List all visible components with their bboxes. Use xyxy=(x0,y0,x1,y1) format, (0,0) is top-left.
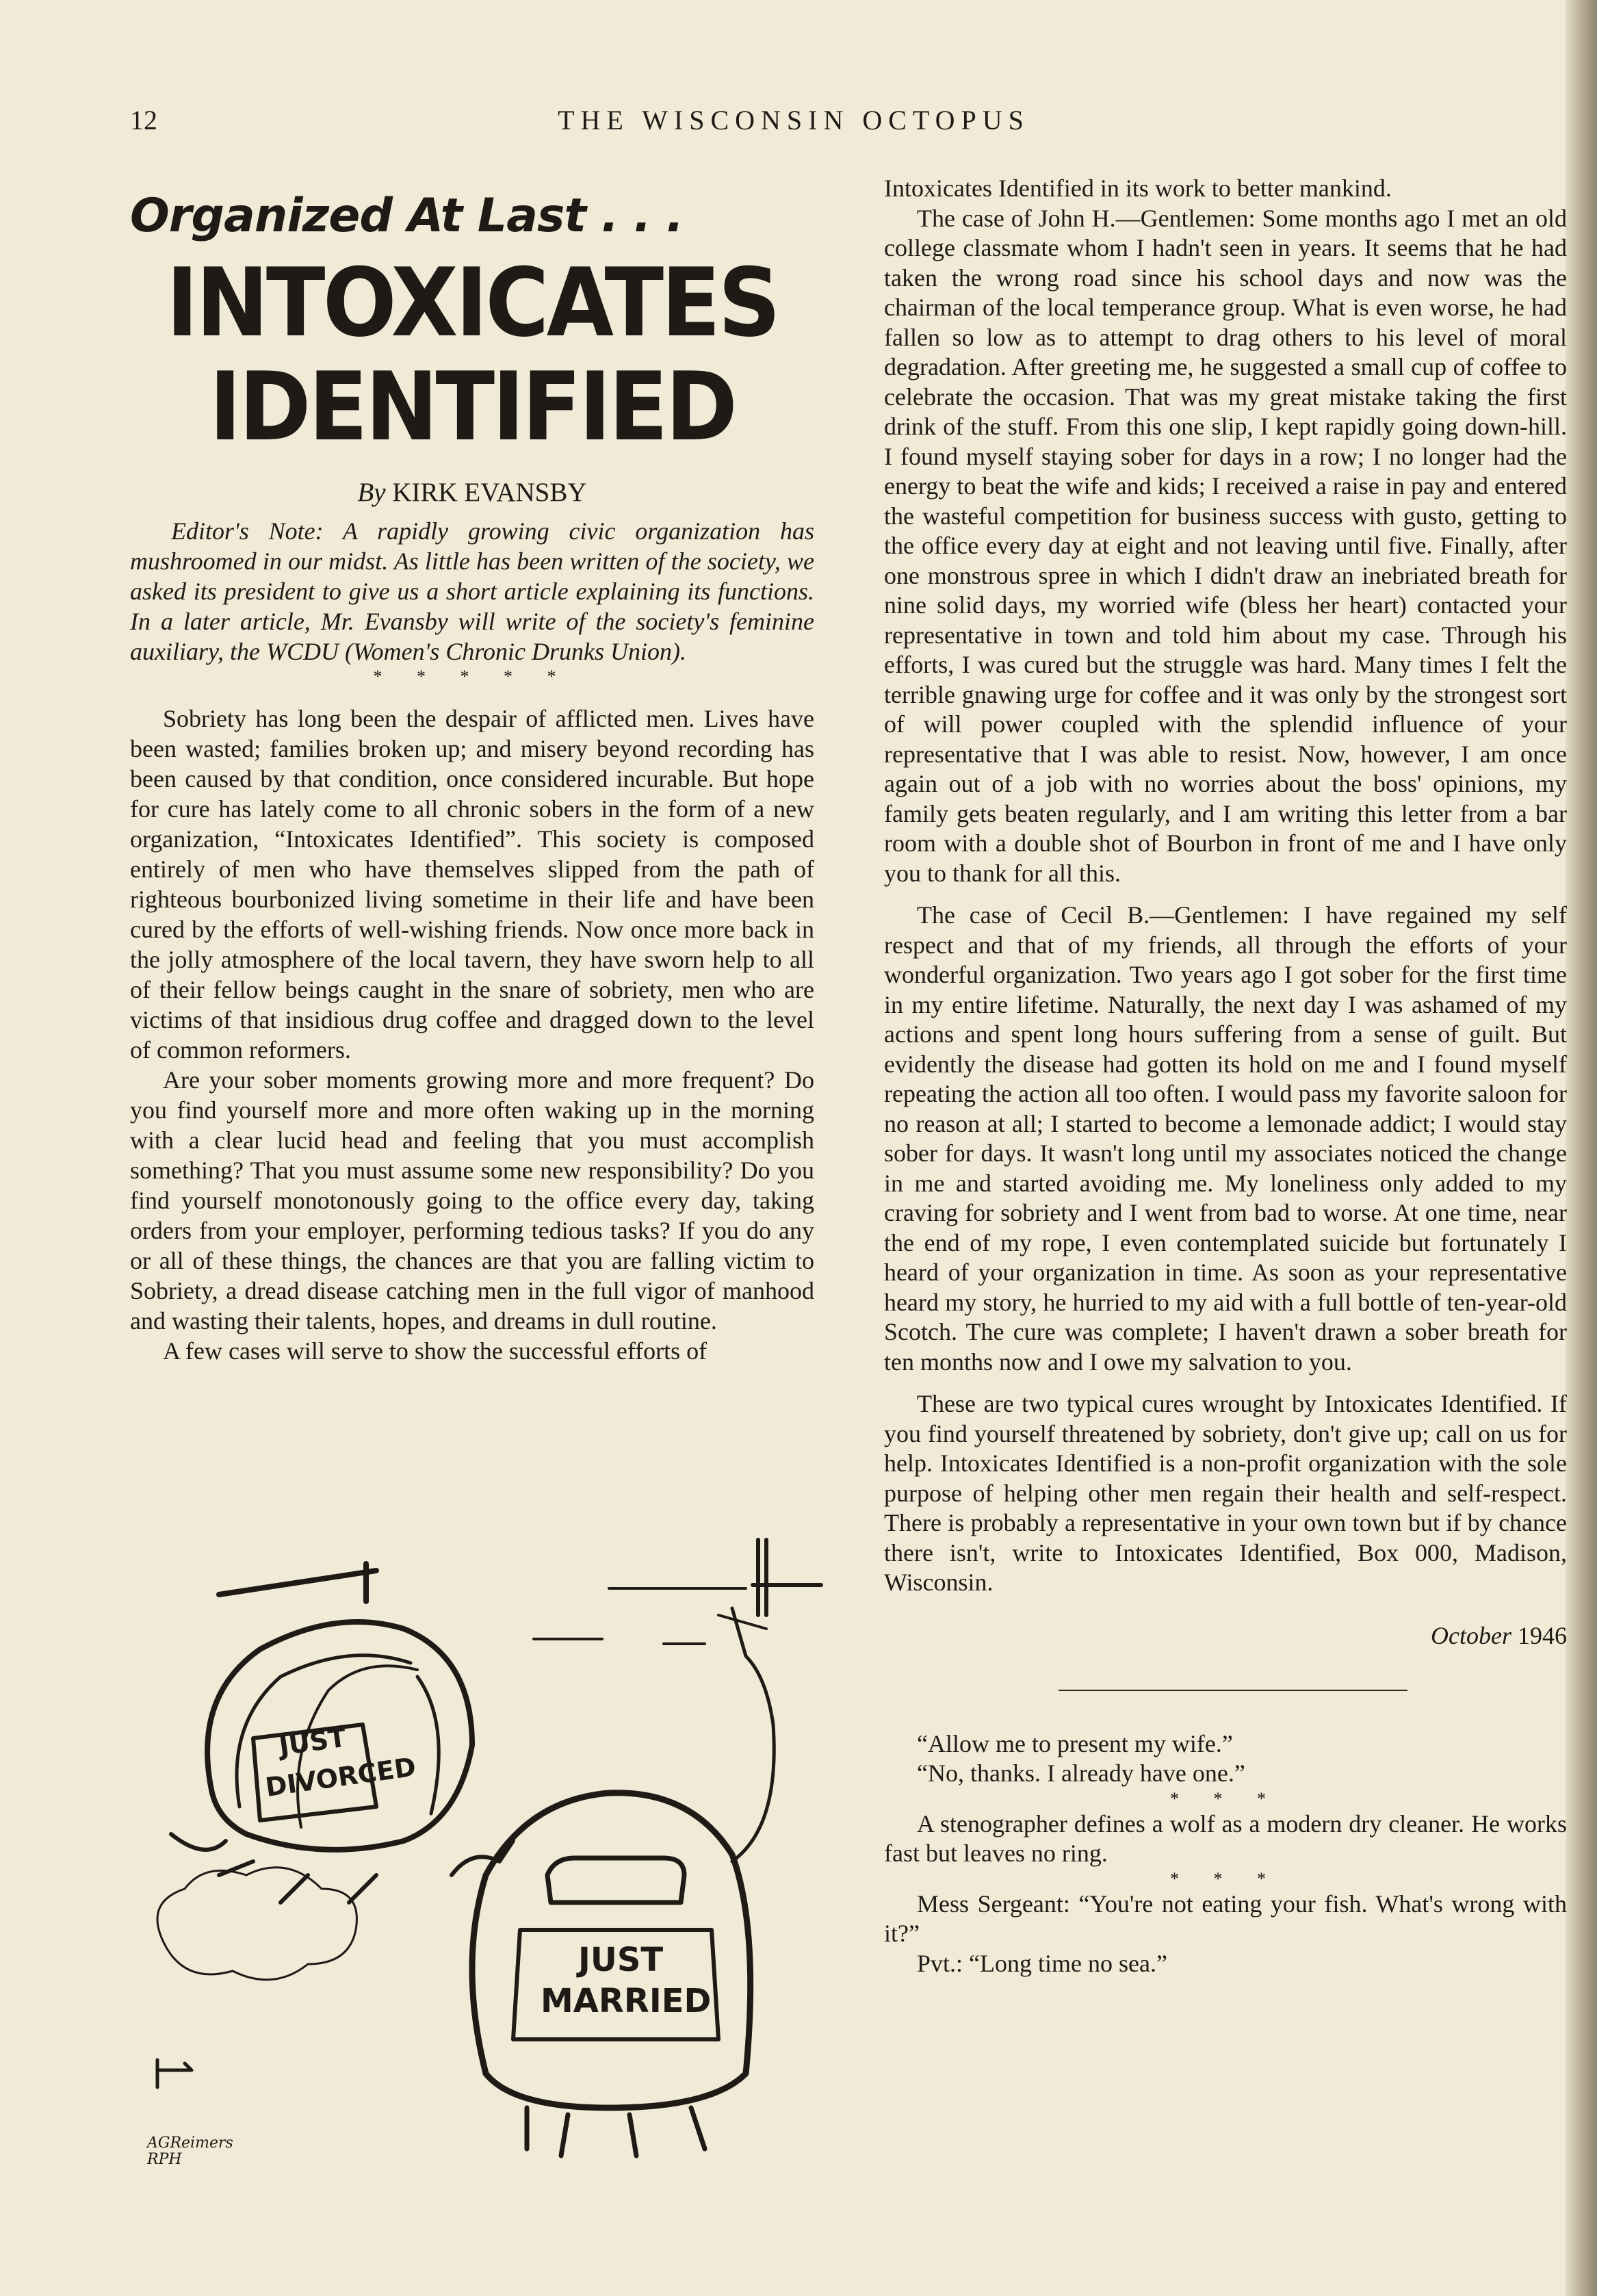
section-separator: * * * * * xyxy=(373,667,571,686)
article-headline xyxy=(157,248,787,462)
right-column xyxy=(884,174,1567,1978)
case-cecil-b: The case of Cecil B.—Gentlemen: I have regained my self respect and that of my friends, all through the efforts of your wonderful organization. Two years ago I got sober for the first time in my entire lifetime. Naturally, the next day I was ashamed of my actions and spent long hours suffering from a sense of guilt. But evidently the disease had gotten its hold on me and I found myself repeating the action all too often. I would pass my favorite saloon for no reason at all; I started to become a lemonade addict; I would stay sober for days. It wasn't long until my associates noticed the change in me and started avoiding me. My loneliness only added to my craving for sobriety and I went from bad to worse. At one time, near the end of my rope, I even contemplated suicide but fortunately I heard of your organization in time. As soon as your representative heard my story, he hurried to my aid with a full bottle of ten-year-old Scotch. The cure was complete; I haven't drawn a sober breath for ten months now and I owe my salvation to you. xyxy=(884,901,1567,1376)
page-binding-edge xyxy=(1566,0,1597,2296)
left-column xyxy=(130,183,814,1366)
dateline-year: 1946 xyxy=(1518,1621,1567,1649)
artist-signature-line-2: RPH xyxy=(147,2151,182,2168)
married-sign-line-1: JUST xyxy=(578,1941,664,1979)
byline-author: KIRK EVANSBY xyxy=(392,478,587,507)
body-paragraph: Sobriety has long been the despair of afflicted men. Lives have been wasted; families broken up; and misery beyond recording has been caused by that condition, once considered incurable. But hope for cure has lately come to all chronic sobers in the form of a new organization, “Intoxicates Identified”. This society is composed entirely of men who have themselves slipped from the path of righteous bourbonized living sometime in their life and have been cured by the efforts of well-wishing friends. Now once more back in the jolly atmosphere of the local tavern, they have sworn help to all of their fellow beings caught in the snare of sobriety, men who are victims of that insidious drug coffee and dragged down to the level of common reformers. xyxy=(130,705,814,1063)
article-kicker: Organized At Last . . . xyxy=(130,189,684,243)
headline-line-1: INTOXICATES xyxy=(166,248,779,358)
married-sign-line-2: MARRIED xyxy=(541,1982,712,2020)
divorced-sign-line-2: DIVORCED xyxy=(263,1751,418,1803)
case-john-h: The case of John H.—Gentlemen: Some months ago I met an old college classmate whom I hadn't seen in years. It seems that he had taken the wrong road since his school days and now was the chairman of the local temperance group. What is even worse, he had fallen so low as to attempt to drag others to his level of moral degradation. After greeting me, he suggested a small cup of coffee to celebrate the occasion. That was my great mistake taking the first drink of the stuff. From this one slip, I kept rapidly going down-hill. I found myself staying sober for days in a row; I no longer had the energy to beat the wife and kids; I received a raise in pay and entered the wasteful competition for business success with gusto, getting to the office every day at eight and not leaving until five. Finally, after one monstrous spree in which I didn't draw an inebriated breath for nine solid days, my worried wife (bless her heart) contacted your representative in town and told him about my case. Through his efforts, I was cured but the struggle was hard. Many times I felt the terrible gnawing urge for coffee and it was only by the strongest sort of will power coupled with the splendid influence of your representative that I was able to resist. Now, however, I am once again out of a job with no worries about the boss' opinions, my family gets beaten regularly, and I am writing this letter from a bar room with a double shot of Bourbon in front of me and I have only you to thank for all this. xyxy=(884,204,1567,887)
dateline xyxy=(884,1621,1567,1650)
divider-rule xyxy=(1059,1690,1407,1691)
editor-note: Editor's Note: A rapidly growing civic organization has mushroomed in our midst. As little has been written of the society, we asked its president to give us a short article explaining its functions. In a later article, Mr. Evansby will write of the society's feminine auxiliary, the WCDU (Women's Chronic Drunks Union). xyxy=(130,517,814,665)
artist-signature-line-1: AGReimers xyxy=(147,2134,233,2152)
closing-paragraph: These are two typical cures wrought by Intoxicates Identified. If you find yourself threatened by sobriety, don't give up; call on us for help. Intoxicates Identified is a non-profit organization with the sole purpose of helping other men regain their health and self-respect. There is probably a representative in your own town but if by chance there isn't, write to Intoxicates Identified, Box 000, Madison, Wisconsin. xyxy=(884,1390,1567,1596)
artist-signature xyxy=(147,2135,233,2168)
jokes-section xyxy=(884,1729,1567,1979)
joke-1-line-2: “No, thanks. I already have one.” xyxy=(917,1759,1245,1787)
page-number: 12 xyxy=(130,105,157,136)
joke-2: A stenographer defines a wolf as a modern dry cleaner. He works fast but leaves no ring. xyxy=(884,1809,1567,1867)
joke-3-line-2: Pvt.: “Long time no sea.” xyxy=(917,1949,1167,1977)
body-paragraph: Intoxicates Identified in its work to better mankind. xyxy=(884,175,1392,202)
joke-1-line-1: “Allow me to present my wife.” xyxy=(917,1729,1233,1757)
body-paragraph: A few cases will serve to show the successful efforts of xyxy=(163,1337,707,1365)
running-header xyxy=(130,104,1457,145)
divorced-sign-line-1: JUST xyxy=(277,1722,348,1762)
magazine-title: THE WISCONSIN OCTOPUS xyxy=(558,105,1030,136)
joke-separator: * * * xyxy=(1170,1868,1281,1889)
joke-3-line-1: Mess Sergeant: “You're not eating your fish. What's wrong with it?” xyxy=(884,1889,1567,1947)
article-body-left xyxy=(130,704,814,1366)
dateline-month: October xyxy=(1431,1621,1511,1649)
married-car xyxy=(452,1608,774,2156)
cartoon-drawing xyxy=(130,1519,842,2204)
cartoon-illustration xyxy=(130,1519,842,2204)
body-paragraph: Are your sober moments growing more and more frequent? Do you find yourself more and more often waking up in the morning with a clear lucid head and feeling that you must accomplish something? That you must assume some new responsibility? Do you find yourself monotonously going to the office every day, taking orders from your employer, performing tedious tasks? If you do any or all of these things, the chances are that you are falling victim to Sobriety, a dread disease catching men in the full vigor of manhood and wasting their talents, hopes, and dreams in dull routine. xyxy=(130,1066,814,1334)
joke-separator: * * * xyxy=(1170,1788,1281,1809)
headline-line-2: IDENTIFIED xyxy=(209,352,736,462)
article-byline xyxy=(130,477,814,508)
byline-by: By xyxy=(357,478,386,507)
